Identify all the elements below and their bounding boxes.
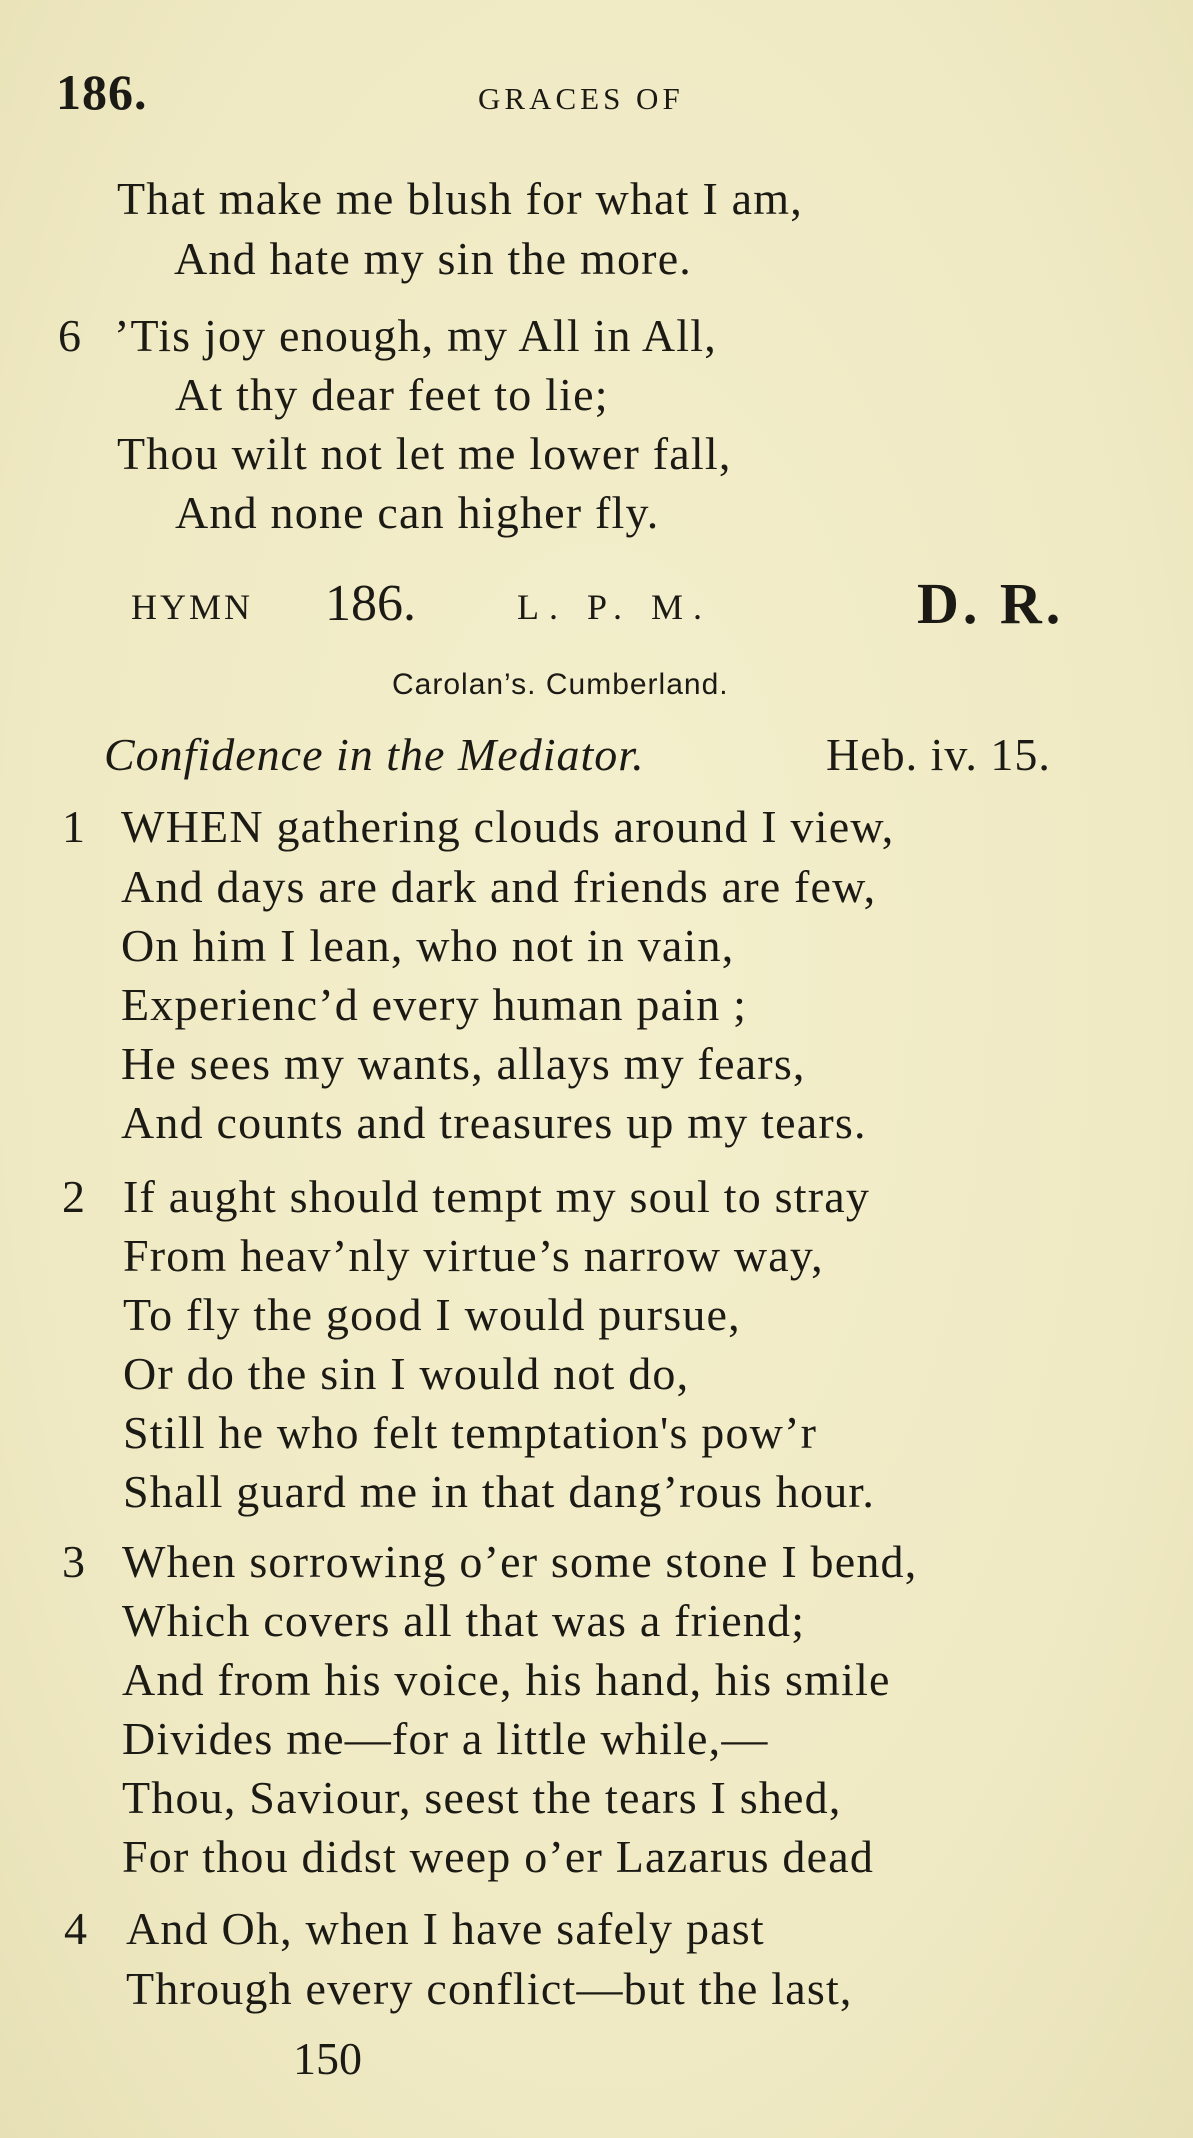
verse-line: Thou, Saviour, seest the tears I shed,	[122, 1772, 842, 1823]
verse-line: And from his voice, his hand, his smile	[122, 1654, 891, 1705]
hymn-subject: Confidence in the Mediator.	[104, 729, 645, 780]
hymn-number: 186.	[325, 575, 416, 632]
verse-line: Divides me—for a little while,—	[122, 1713, 769, 1764]
hymn-meter: L. P. M.	[517, 587, 713, 627]
verse-line: That make me blush for what I am,	[117, 173, 803, 224]
verse-line: And none can higher fly.	[175, 487, 660, 538]
verse-line: Through every conflict—but the last,	[126, 1963, 853, 2014]
stanza-number: 6	[58, 310, 81, 361]
verse-line: And Oh, when I have safely past	[126, 1903, 765, 1954]
verse-line: And counts and treasures up my tears.	[121, 1097, 867, 1148]
verse-line: Experienc’d every human pain ;	[121, 979, 748, 1030]
verse-line: From heav’nly virtue’s narrow way,	[123, 1230, 824, 1281]
verse-line: If aught should tempt my soul to stray	[123, 1171, 871, 1222]
signature-mark: 150	[293, 2033, 362, 2084]
verse-line: ’Tis joy enough, my All in All,	[114, 310, 717, 361]
stanza-number: 4	[64, 1903, 87, 1954]
verse-line: Still he who felt temptation's pow’r	[123, 1407, 818, 1458]
stanza-number: 3	[62, 1536, 85, 1587]
verse-line: On him I lean, who not in vain,	[121, 920, 735, 971]
page-number: 186.	[56, 64, 148, 120]
stanza-number: 1	[62, 801, 85, 852]
verse-line: To fly the good I would pursue,	[123, 1289, 741, 1340]
stanza-number: 2	[62, 1171, 85, 1222]
hymn-author: D. R.	[917, 571, 1065, 636]
verse-line: Or do the sin I would not do,	[123, 1348, 690, 1399]
verse-line: WHEN gathering clouds around I view,	[121, 801, 895, 852]
verse-line: And days are dark and friends are few,	[121, 861, 877, 912]
running-head: GRACES OF	[478, 81, 684, 116]
verse-line: When sorrowing o’er some stone I bend,	[122, 1536, 918, 1587]
scripture-reference: Heb. iv. 15.	[826, 729, 1051, 780]
tune-names: Carolan’s. Cumberland.	[392, 668, 729, 701]
verse-line: For thou didst weep o’er Lazarus dead	[122, 1831, 875, 1882]
hymn-label: HYMN	[131, 587, 254, 627]
verse-line: He sees my wants, allays my fears,	[121, 1038, 806, 1089]
verse-line: At thy dear feet to lie;	[175, 369, 609, 420]
verse-line: And hate my sin the more.	[174, 233, 693, 284]
verse-line: Thou wilt not let me lower fall,	[117, 428, 732, 479]
verse-line: Which covers all that was a friend;	[122, 1595, 806, 1646]
verse-line: Shall guard me in that dang’rous hour.	[123, 1466, 876, 1517]
